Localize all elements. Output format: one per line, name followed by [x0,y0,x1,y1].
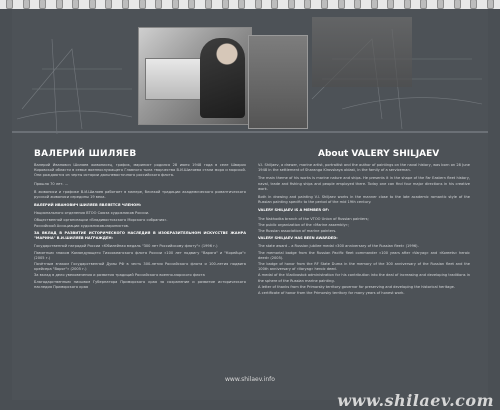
binding-ring [23,0,30,9]
binding-ring [122,0,129,9]
background-artwork [312,17,412,87]
binding-ring [56,0,63,9]
binding-ring [238,0,245,9]
binding-ring [6,0,13,9]
award-item: The badge of honor from the RF State Duma in the memory of the 300 anniversary of the Russian fleet and the 100th anniversary of «Varyag» heroic deed. [258,262,470,272]
awards-heading: VALERY SHILJAEV HAS BEEN AWARDED: [258,236,338,241]
binding-ring [89,0,96,9]
calendar-page [12,9,488,400]
award-item: Государственной наградой России «Юбилейная медаль "300 лет Российскому флоту"» (1996 г.) [34,244,218,249]
membership-item: The Russian association of marine painters. [258,229,337,234]
membership-item: The Nakhodka branch of the VTOO Union of Russian painters; [258,216,369,221]
award-item: За вклад в дело увековечения и развития традиций Российского военно-морского флота [34,273,205,278]
binding-ring [354,0,361,9]
calendar-binding [0,0,500,9]
binding-ring [304,0,311,9]
easel-painting [248,35,308,129]
award-item: Благодарственным письмом Губернатора Приморского края за сохранение и развитие исторического наследия Приморского края [34,279,246,289]
divider [12,131,488,133]
binding-ring [188,0,195,9]
awards-heading: ЗА ВКЛАД В РАЗВИТИЕ ИСТОРИЧЕСКОГО НАСЛЕДИЯ В ИЗОБРАЗИТЕЛЬНОМ ИСКУССТВЕ ЖАНРА "МАРИНА" В.И.ШИЛЯЕВ НАГРАЖДЕН: [34,231,246,241]
binding-ring [420,0,427,9]
binding-ring [105,0,112,9]
binding-ring [371,0,378,9]
membership-item: Национального отделения ВТОО Союза художников России. [34,211,150,216]
bio-paragraph: Прошло 70 лет. ... [34,181,69,186]
title-russian: ВАЛЕРИЙ ШИЛЯЕВ [34,149,137,159]
bio-paragraph: Both in drawing and painting V.I. Shiljaev works in the manner close to the late academic romantic style of the Russian painting specific to the period of the mid 19th century. [258,195,470,205]
binding-ring [155,0,162,9]
binding-ring [454,0,461,9]
award-item: Памятным знаком Командующего Тихоокеанского флота России «100 лет подвигу "Варяга" и "Корейца"» (2005 г.) [34,250,246,260]
binding-ring [487,0,494,9]
award-item: A medal of the Vladivostok administration for his contribution into the deal of increasing and developing traditions in the sphere of the Russian marine painting. [258,273,470,283]
english-biography-column [258,163,470,297]
bio-paragraph: The main theme of his works is marine nature and ships. He presents it in the shape of the Far Eastern fleet history, naval, trade and fishing ships and people employed there. Today one can find four major directions in his creative work. [258,176,470,191]
binding-ring [404,0,411,9]
binding-ring [72,0,79,9]
bio-paragraph: В живописи и графике В.И.Шиляев работает в манере, близкой традиции академического романтического русской живописи середины 19 века. [34,189,246,200]
russian-biography-column [34,163,246,291]
binding-ring [205,0,212,9]
binding-ring [139,0,146,9]
website-link[interactable]: www.shilaev.info [225,376,275,383]
binding-ring [271,0,278,9]
award-item: The memorial badge from the Russian Pacific fleet commander «100 years after «Varyag» and «Koreets» heroic deed» (2005). [258,250,470,260]
binding-ring [321,0,328,9]
membership-item: Российской Ассоциации художников-маринистов. [34,223,130,228]
binding-ring [222,0,229,9]
artist-photo [138,27,252,125]
award-item: The state award – a Russian jubilee medal «300 anniversary of the Russian fleet» (1996). [258,244,419,249]
binding-ring [172,0,179,9]
binding-ring [387,0,394,9]
artist-figure [200,38,245,118]
membership-item: The public organization of the «Marine assembly»; [258,222,349,227]
binding-ring [470,0,477,9]
binding-ring [255,0,262,9]
bio-paragraph: V.I. Shiljaev, a drawer, marine artist, portraitist and the author of paintings on the naval history, was born on 28 June 1948 in the settlement of Sharanga Kirovskaya oblast, in the family of a serviceman. [258,163,470,173]
binding-ring [338,0,345,9]
bio-paragraph: Валерий Иванович Шиляев живописец, график, маринист родился 28 июня 1948 года в селе Шварих Кировской области в семье военнослужащего Главного тыла творчества В.И.Шиляева стали моря и морской. Они рождаются из черты истории дальневосточного российского флота. [34,163,246,178]
award-item: A letter of thanks from the Primorsky territory governor for preserving and developing the historical heritage. [258,284,455,289]
membership-item: Общественной организации «Владивостокского Морского собрания». [34,217,168,222]
binding-ring [39,0,46,9]
canvas-painting [145,58,207,100]
membership-heading: VALERY SHILJAEV IS A MEMBER OF: [258,208,330,213]
watermark-text: www.shilaev.com [337,391,494,410]
binding-ring [437,0,444,9]
award-item: A certificate of honor from the Primorsky territory for many years of honest work. [258,291,405,296]
membership-heading: ВАЛЕРИЙ ИВАНОВИЧ ШИЛЯЕВ ЯВЛЯЕТСЯ ЧЛЕНОМ: [34,203,142,208]
title-english: About VALERY SHILJAEV [318,149,440,159]
award-item: Почётным знаком Государственной Думы РФ в честь 300-летия Российского флота и 100-летия подвига крейсера "Варяг"» (2005 г.) [34,262,246,272]
binding-ring [288,0,295,9]
